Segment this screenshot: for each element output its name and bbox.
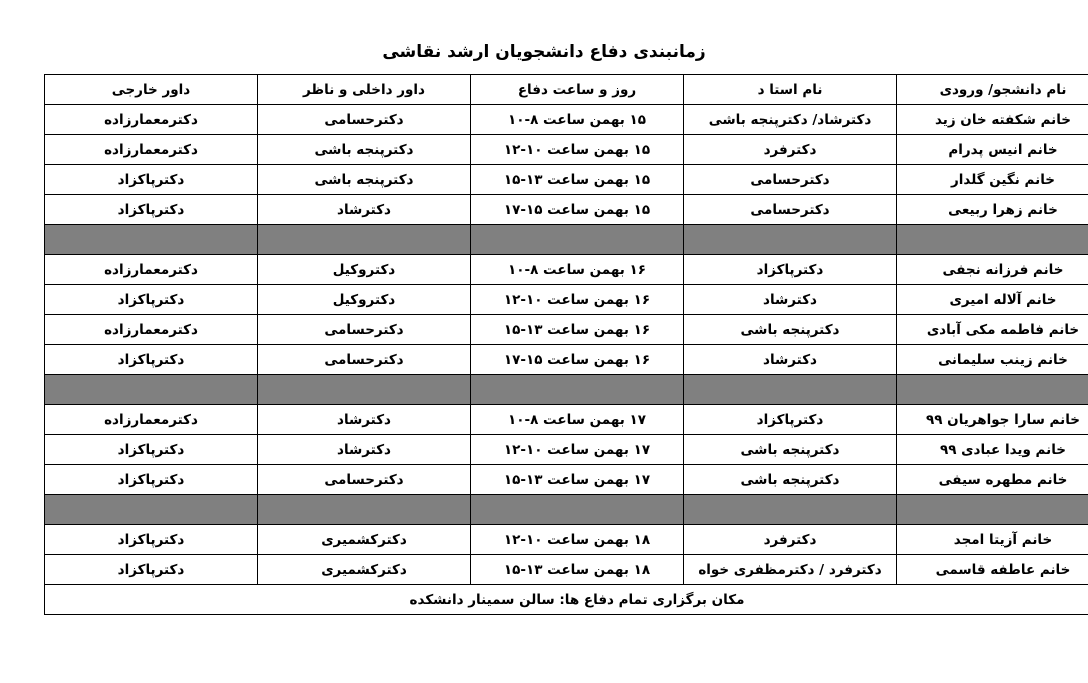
supervisor-cell: دکترفرد: [684, 135, 897, 165]
student-name-cell: خانم نگین گلدار: [897, 165, 1088, 195]
internal-examiner-cell: دکترحسامی: [258, 465, 471, 495]
table-row: [45, 555, 1088, 585]
student-name-cell: خانم انیس پدرام: [897, 135, 1088, 165]
separator-cell: [258, 375, 471, 405]
separator-cell: [45, 495, 258, 525]
table-row: [45, 345, 1088, 375]
supervisor-cell: دکترپنجه باشی: [684, 315, 897, 345]
separator-cell: [471, 495, 684, 525]
defense-time-cell: ۱۶ بهمن ساعت ۱۰-۱۲: [471, 285, 684, 315]
header-defense-time: روز و ساعت دفاع: [471, 75, 684, 105]
supervisor-cell: دکترپنجه باشی: [684, 465, 897, 495]
separator-cell: [897, 495, 1088, 525]
defense-time-cell: ۱۸ بهمن ساعت ۱۰-۱۲: [471, 525, 684, 555]
defense-time-cell: ۱۷ بهمن ساعت ۱۳-۱۵: [471, 465, 684, 495]
internal-examiner-cell: دکترپنجه باشی: [258, 165, 471, 195]
defense-time-cell: ۱۷ بهمن ساعت ۸-۱۰: [471, 405, 684, 435]
student-name-cell: خانم آزیتا امجد: [897, 525, 1088, 555]
separator-cell: [471, 375, 684, 405]
external-examiner-cell: دکترپاکزاد: [45, 465, 258, 495]
venue-note: مکان برگزاری تمام دفاع ها: سالن سمینار دانشکده: [45, 585, 1088, 615]
separator-cell: [684, 375, 897, 405]
supervisor-cell: دکترشاد/ دکترپنجه باشی: [684, 105, 897, 135]
supervisor-cell: دکترشاد: [684, 345, 897, 375]
separator-cell: [897, 225, 1088, 255]
defense-time-cell: ۱۵ بهمن ساعت ۱۵-۱۷: [471, 195, 684, 225]
external-examiner-cell: دکترمعمارزاده: [45, 105, 258, 135]
table-row: [45, 165, 1088, 195]
defense-schedule-table: [44, 74, 1088, 615]
table-row: [45, 405, 1088, 435]
supervisor-cell: دکترپاکزاد: [684, 405, 897, 435]
external-examiner-cell: دکترپاکزاد: [45, 165, 258, 195]
external-examiner-cell: دکترپاکزاد: [45, 555, 258, 585]
header-row: [45, 75, 1088, 105]
separator-cell: [45, 225, 258, 255]
external-examiner-cell: دکترپاکزاد: [45, 285, 258, 315]
student-name-cell: خانم زینب سلیمانی: [897, 345, 1088, 375]
student-name-cell: خانم زهرا ربیعی: [897, 195, 1088, 225]
internal-examiner-cell: دکترحسامی: [258, 315, 471, 345]
internal-examiner-cell: دکترحسامی: [258, 345, 471, 375]
header-supervisor: نام استا د: [684, 75, 897, 105]
student-name-cell: خانم مطهره سیفی: [897, 465, 1088, 495]
defense-time-cell: ۱۵ بهمن ساعت ۱۰-۱۲: [471, 135, 684, 165]
defense-time-cell: ۱۶ بهمن ساعت ۱۵-۱۷: [471, 345, 684, 375]
defense-time-cell: ۱۷ بهمن ساعت ۱۰-۱۲: [471, 435, 684, 465]
table-row: [45, 285, 1088, 315]
supervisor-cell: دکترپنجه باشی: [684, 435, 897, 465]
separator-cell: [45, 375, 258, 405]
internal-examiner-cell: دکترشاد: [258, 405, 471, 435]
table-row: [45, 315, 1088, 345]
external-examiner-cell: دکترپاکزاد: [45, 195, 258, 225]
table-row: [45, 105, 1088, 135]
page-title: زمانبندی دفاع دانشجویان ارشد نقاشی: [382, 42, 706, 62]
student-name-cell: خانم سارا جواهریان ۹۹: [897, 405, 1088, 435]
table-row: [45, 135, 1088, 165]
separator-cell: [897, 375, 1088, 405]
internal-examiner-cell: دکترکشمیری: [258, 555, 471, 585]
footer-row: [45, 585, 1088, 615]
internal-examiner-cell: دکترشاد: [258, 195, 471, 225]
separator-row: [45, 495, 1088, 525]
defense-time-cell: ۱۸ بهمن ساعت ۱۳-۱۵: [471, 555, 684, 585]
table-row: [45, 435, 1088, 465]
internal-examiner-cell: دکتروکیل: [258, 255, 471, 285]
header-student: نام دانشجو/ ورودی: [897, 75, 1088, 105]
external-examiner-cell: دکترپاکزاد: [45, 345, 258, 375]
external-examiner-cell: دکترمعمارزاده: [45, 315, 258, 345]
internal-examiner-cell: دکتروکیل: [258, 285, 471, 315]
student-name-cell: خانم آلاله امیری: [897, 285, 1088, 315]
table-row: [45, 525, 1088, 555]
external-examiner-cell: دکترپاکزاد: [45, 525, 258, 555]
external-examiner-cell: دکترمعمارزاده: [45, 255, 258, 285]
defense-time-cell: ۱۶ بهمن ساعت ۸-۱۰: [471, 255, 684, 285]
supervisor-cell: دکترحسامی: [684, 195, 897, 225]
student-name-cell: خانم فرزانه نجفی: [897, 255, 1088, 285]
supervisor-cell: دکترفرد: [684, 525, 897, 555]
student-name-cell: خانم فاطمه مکی آبادی: [897, 315, 1088, 345]
separator-cell: [684, 225, 897, 255]
table-row: [45, 195, 1088, 225]
internal-examiner-cell: دکترکشمیری: [258, 525, 471, 555]
separator-cell: [258, 225, 471, 255]
internal-examiner-cell: دکترحسامی: [258, 105, 471, 135]
table-row: [45, 465, 1088, 495]
defense-time-cell: ۱۶ بهمن ساعت ۱۳-۱۵: [471, 315, 684, 345]
external-examiner-cell: دکترپاکزاد: [45, 435, 258, 465]
external-examiner-cell: دکترمعمارزاده: [45, 405, 258, 435]
defense-time-cell: ۱۵ بهمن ساعت ۸-۱۰: [471, 105, 684, 135]
supervisor-cell: دکترشاد: [684, 285, 897, 315]
table-row: [45, 255, 1088, 285]
supervisor-cell: دکترحسامی: [684, 165, 897, 195]
separator-cell: [684, 495, 897, 525]
separator-row: [45, 225, 1088, 255]
internal-examiner-cell: دکترپنجه باشی: [258, 135, 471, 165]
header-internal-examiner: داور داخلی و ناظر: [258, 75, 471, 105]
separator-row: [45, 375, 1088, 405]
student-name-cell: خانم ویدا عبادی ۹۹: [897, 435, 1088, 465]
header-external-examiner: داور خارجی: [45, 75, 258, 105]
separator-cell: [471, 225, 684, 255]
supervisor-cell: دکترپاکزاد: [684, 255, 897, 285]
defense-time-cell: ۱۵ بهمن ساعت ۱۳-۱۵: [471, 165, 684, 195]
student-name-cell: خانم شکفته خان زید: [897, 105, 1088, 135]
student-name-cell: خانم عاطفه قاسمی: [897, 555, 1088, 585]
supervisor-cell: دکترفرد / دکترمظفری خواه: [684, 555, 897, 585]
separator-cell: [258, 495, 471, 525]
external-examiner-cell: دکترمعمارزاده: [45, 135, 258, 165]
internal-examiner-cell: دکترشاد: [258, 435, 471, 465]
